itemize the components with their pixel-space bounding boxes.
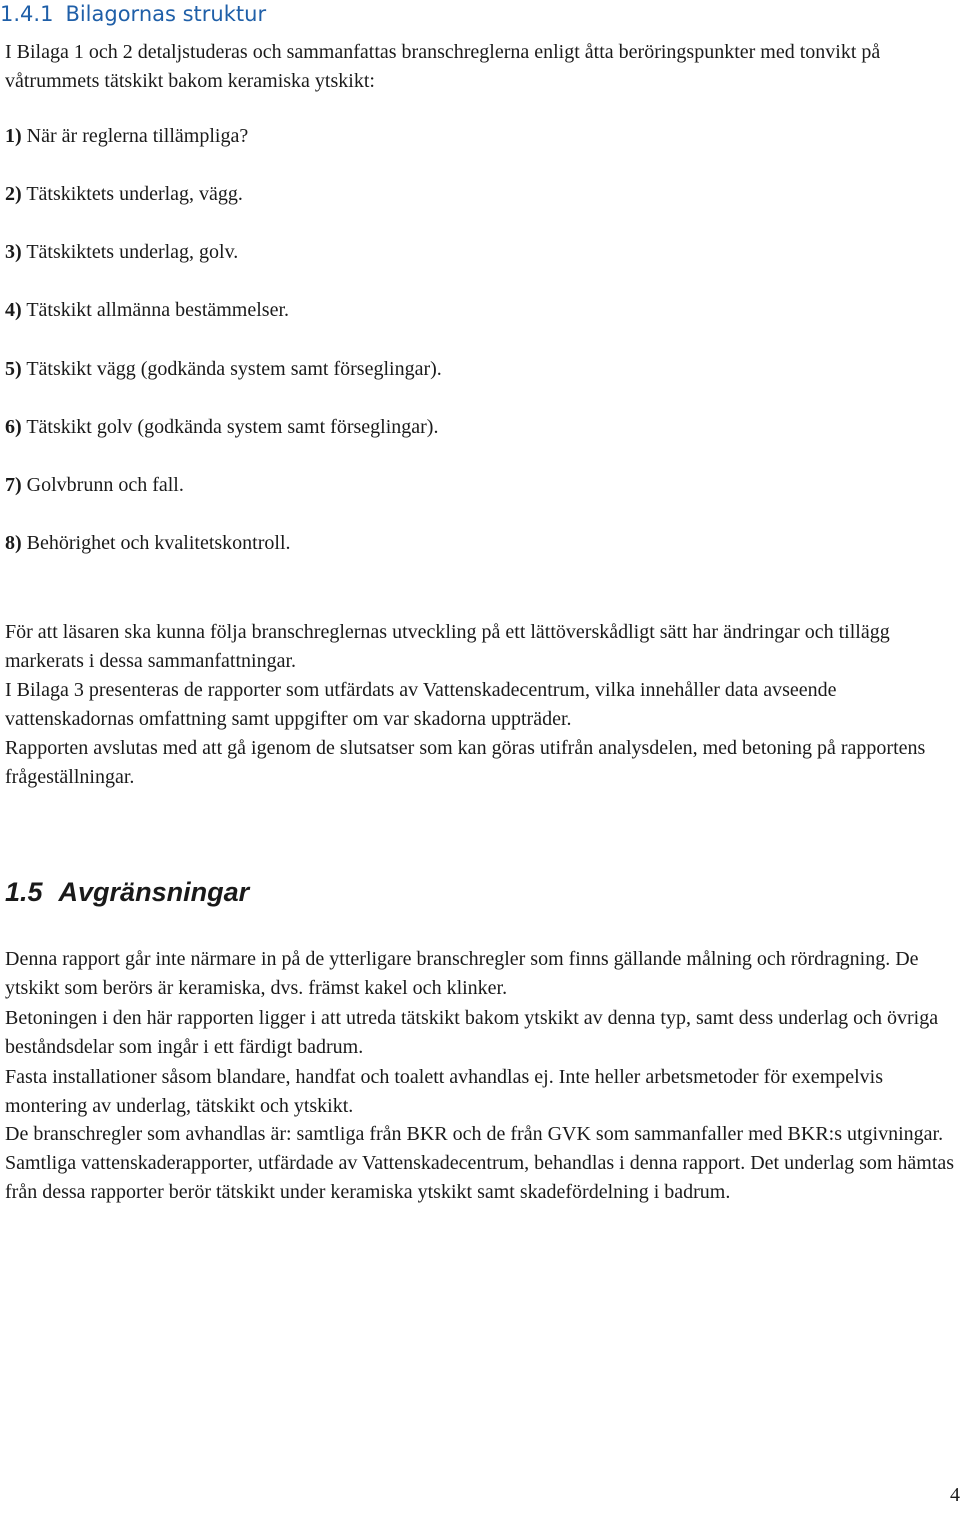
section-title: Bilagornas struktur — [65, 2, 267, 26]
list-item-text: Tätskiktets underlag, vägg. — [26, 183, 243, 205]
list-item — [5, 180, 243, 209]
page-number: 4 — [950, 1484, 960, 1506]
list-item-text: När är reglerna tillämpliga? — [26, 125, 249, 147]
list-item-number: 6) — [5, 416, 22, 438]
list-item-text: Tätskikt allmänna bestämmelser. — [26, 299, 290, 321]
list-item-text: Tätskikt golv (godkända system samt förseglingar). — [26, 416, 439, 438]
intro-paragraph: I Bilaga 1 och 2 detaljstuderas och sammanfattas branschreglerna enligt åtta beröringspunkter med tonvikt på våtrummets tätskikt bakom keramiska ytskikt: — [5, 41, 881, 92]
section-heading-1-5 — [5, 874, 249, 910]
body-paragraph: Fasta installationer såsom blandare, handfat och toalett avhandlas ej. Inte heller arbetsmetoder för exempelvis montering av underlag, tätskikt och ytskikt. — [5, 1066, 884, 1117]
body-paragraph: I Bilaga 3 presenteras de rapporter som utfärdats av Vattenskadecentrum, vilka innehåller data avseende vattenskadornas omfattning samt uppgifter om var skadorna uppträder. — [5, 679, 837, 730]
list-item — [5, 296, 289, 325]
body-paragraph: Betoningen i den här rapporten ligger i att utreda tätskikt bakom ytskikt av denna typ, samt dess underlag och övriga beståndsdelar som ingår i ett färdigt badrum. — [5, 1007, 939, 1058]
list-item — [5, 238, 238, 267]
list-item-text: Behörighet och kvalitetskontroll. — [26, 532, 291, 554]
body-paragraph: Rapporten avslutas med att gå igenom de slutsatser som kan göras utifrån analysdelen, med betoning på rapportens frågeställningar. — [5, 737, 926, 788]
list-item-number: 7) — [5, 474, 22, 496]
list-item-text: Tätskiktets underlag, golv. — [26, 241, 239, 263]
list-item — [5, 122, 248, 151]
list-item-number: 1) — [5, 125, 22, 147]
list-item-text: Golvbrunn och fall. — [26, 474, 184, 496]
section-number: 1.5 — [5, 877, 43, 907]
list-item — [5, 413, 438, 442]
body-paragraph: De branschregler som avhandlas är: samtliga från BKR och de från GVK som sammanfaller med BKR:s utgivningar. Samtliga vattenskaderapporter, utfärdade av Vattenskadecentrum, behandlas i denna rapport. Det underlag som hämtas från dessa rapporter berör tätskikt under keramiska ytskikt samt skadefördelning i badrum. — [5, 1123, 955, 1203]
list-item-number: 4) — [5, 299, 22, 321]
section-heading-1-4-1 — [0, 0, 266, 28]
body-paragraph: Denna rapport går inte närmare in på de ytterligare branschregler som finns gällande målning och rördragning. De ytskikt som berörs är keramiska, dvs. främst kakel och klinker. — [5, 948, 919, 999]
list-item-number: 3) — [5, 241, 22, 263]
list-item-number: 5) — [5, 358, 22, 380]
body-paragraph: För att läsaren ska kunna följa branschreglernas utveckling på ett lättöverskådligt sätt har ändringar och tillägg markerats i dessa sammanfattningar. — [5, 621, 890, 672]
list-item — [5, 471, 184, 500]
list-item — [5, 529, 291, 558]
section-number: 1.4.1 — [0, 2, 54, 26]
list-item-text: Tätskikt vägg (godkända system samt förseglingar). — [26, 358, 442, 380]
list-item-number: 8) — [5, 532, 22, 554]
list-item-number: 2) — [5, 183, 22, 205]
list-item — [5, 355, 442, 384]
section-title: Avgränsningar — [58, 877, 250, 907]
